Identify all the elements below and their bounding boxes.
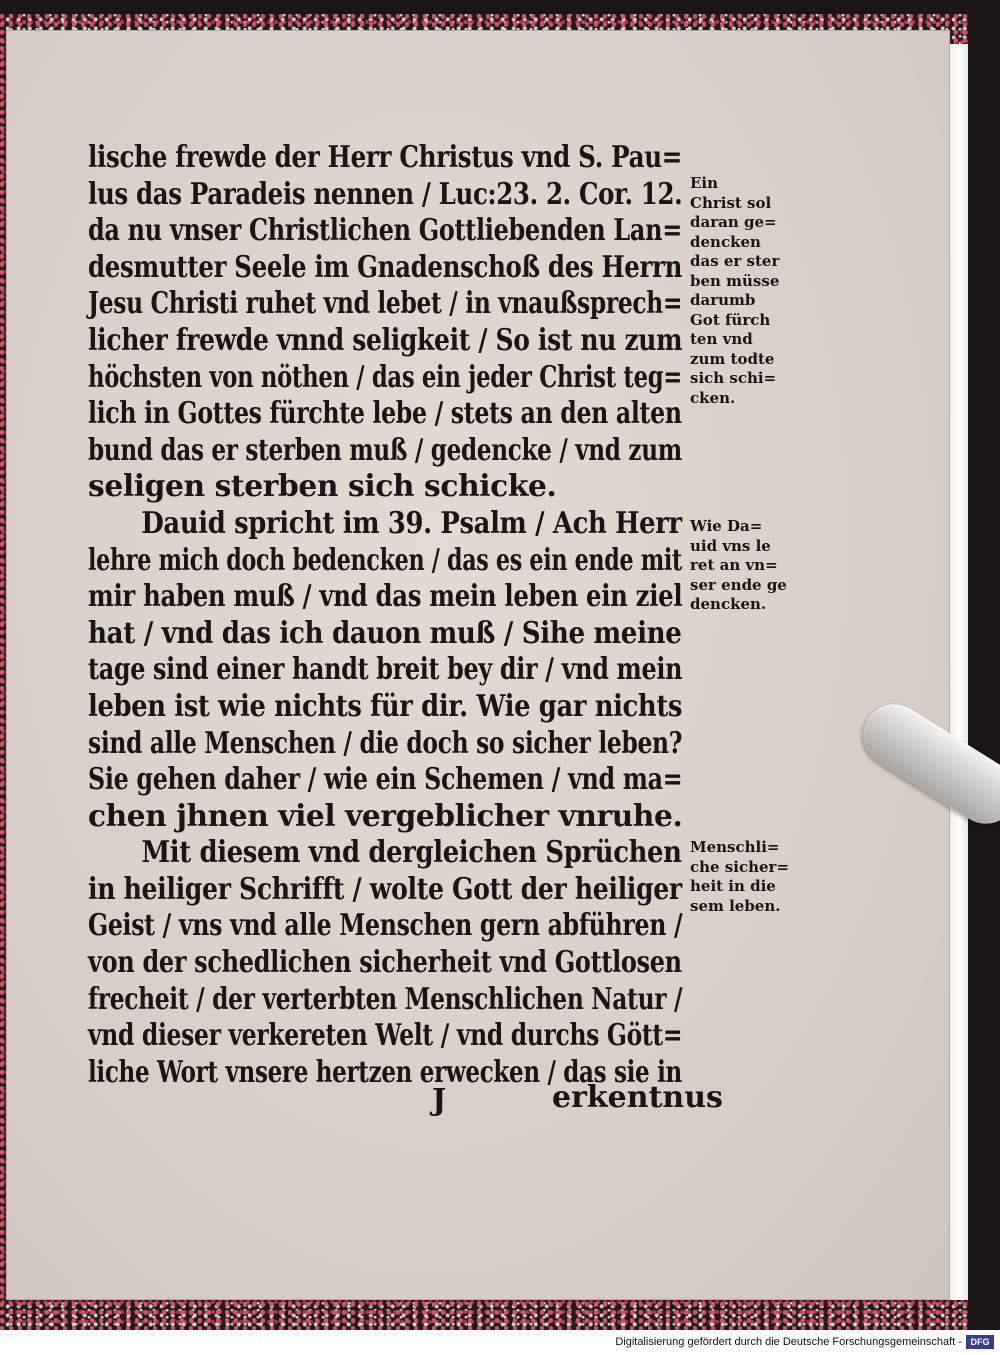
- margin-note-line: dencken.: [690, 595, 767, 613]
- margin-note-line: ten vnd: [690, 330, 753, 348]
- margin-note-line: dencken: [690, 232, 761, 251]
- text-line: in heiliger Schrifft / wolte Gott der heiliger: [88, 871, 682, 907]
- signature-mark: J: [432, 1083, 447, 1118]
- margin-note-line: che sicher=: [690, 857, 790, 876]
- margin-note-line: ret an vn=: [690, 556, 778, 574]
- text-line: Geist / vns vnd alle Menschen gern abführen /: [88, 908, 683, 944]
- text-line: höchsten von nöthen / das ein jeder Christ teg=: [88, 359, 683, 395]
- margin-note-line: Christ sol: [690, 193, 772, 212]
- margin-note-line: cken.: [690, 388, 736, 407]
- text-line: Sie gehen daher / wie ein Schemen / vnd ma=: [88, 762, 683, 798]
- margin-note-line: darumb: [690, 291, 756, 309]
- text-line: desmutter Seele im Gnadenschoß des Herrn: [88, 249, 683, 285]
- text-line: vnd dieser verkereten Welt / vnd durchs Gött=: [88, 1018, 683, 1054]
- text-line: chen jhnen viel vergeblicher vnruhe.: [88, 798, 683, 834]
- margin-note-line: Wie Da=: [690, 517, 763, 535]
- text-line: Dauid spricht im 39. Psalm / Ach Herr: [141, 505, 682, 541]
- text-line: lus das Paradeis nennen / Luc:23. 2. Cor. 12.: [88, 176, 683, 212]
- text-line: frecheit / der verterbten Menschlichen Natur /: [88, 981, 683, 1017]
- footer-credit: Digitalisierung gefördert durch die Deutsche Forschungsgemeinschaft -: [615, 1336, 962, 1348]
- margin-note-line: sem leben.: [690, 896, 781, 915]
- margin-note-line: ben müsse: [690, 271, 780, 290]
- text-line: leben ist wie nichts für dir. Wie gar nichts: [88, 688, 683, 724]
- margin-note-christian-death: [690, 174, 779, 408]
- dfg-logo: DFG: [966, 1335, 994, 1349]
- text-line: liche Wort vnsere hertzen erwecken / das sie in: [88, 1054, 682, 1090]
- catchword: erkentnus: [552, 1080, 723, 1115]
- margin-note-line: das er ster: [690, 252, 780, 270]
- margin-note-line: zum todte: [690, 349, 775, 368]
- margin-note-line: sich schi=: [690, 369, 777, 387]
- margin-note-line: Menschli=: [690, 838, 780, 856]
- text-line: bund das er sterben muß / gedencke / vnd zum: [88, 432, 682, 468]
- text-line: lich in Gottes fürchte lebe / stets an den alten: [88, 396, 682, 432]
- text-line: licher frewde vnnd seligkeit / So ist nu zum: [88, 322, 683, 358]
- margin-note-david-teaching: [690, 517, 787, 615]
- margin-note-line: heit in die: [690, 877, 776, 895]
- footer-bar: [0, 1330, 1000, 1355]
- text-line: seligen sterben sich schicke.: [88, 469, 557, 505]
- text-line: Jesu Christi ruhet vnd lebet / in vnaußsprech=: [88, 286, 683, 322]
- text-line: sind alle Menschen / die doch so sicher leben?: [88, 725, 683, 761]
- text-line: lehre mich doch bedencken / das es ein ende mit: [88, 542, 683, 578]
- text-line: da nu vnser Christlichen Gottliebenden Lan=: [88, 213, 682, 249]
- margin-note-line: Ein: [690, 174, 719, 192]
- margin-note-line: Got fürch: [690, 310, 771, 329]
- margin-note-human-security: [690, 838, 789, 916]
- margin-note-line: uid vns le: [690, 536, 771, 555]
- text-line: Mit diesem vnd dergleichen Sprüchen: [141, 835, 682, 871]
- text-line: mir haben muß / vnd das mein leben ein ziel: [88, 579, 683, 615]
- text-line: tage sind einer handt breit bey dir / vnd mein: [88, 652, 683, 688]
- main-text-block: [88, 140, 688, 1091]
- text-line: von der schedlichen sicherheit vnd Gottlosen: [88, 945, 682, 981]
- text-line: lische frewde der Herr Christus vnd S. Pau=: [88, 140, 683, 175]
- margin-note-line: ser ende ge: [690, 575, 787, 594]
- margin-note-line: daran ge=: [690, 213, 777, 231]
- text-line: hat / vnd das ich dauon muß / Sihe meine: [88, 615, 682, 651]
